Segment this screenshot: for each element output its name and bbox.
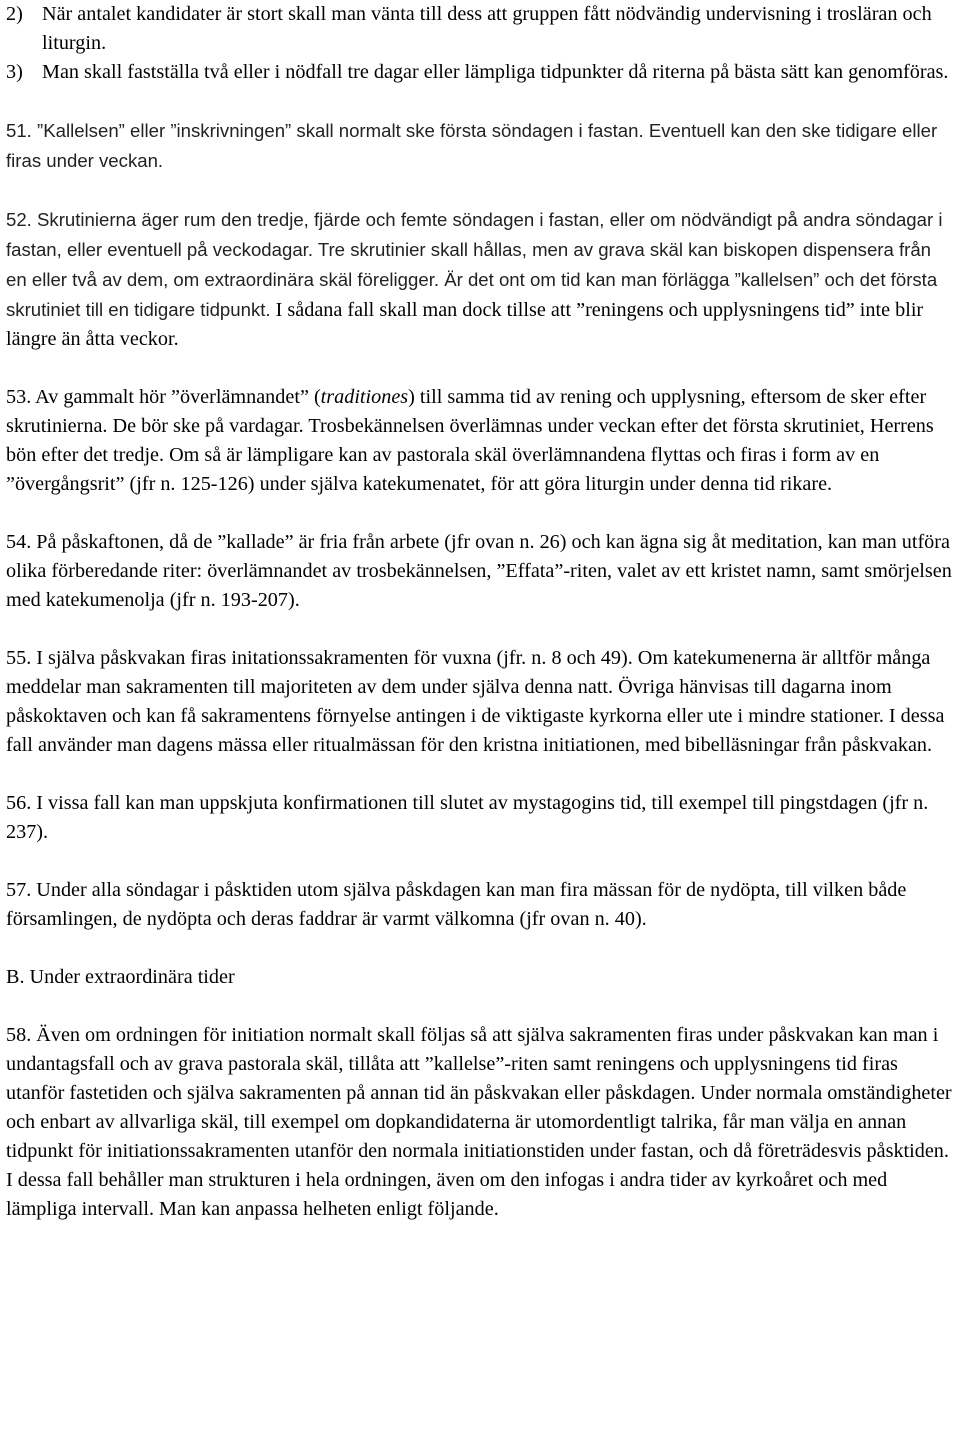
paragraph-54: 54. På påskaftonen, då de ”kallade” är fria från arbete (jfr ovan n. 26) och kan ägna sig åt meditation, kan man utföra olika förberedande riter: överlämnandet av trosbekännelsen, ”Effata”-riten, valet av ett kristet namn, samt smörjelsen med katekumenolja (jfr n. 193-207).	[6, 531, 952, 611]
paragraph-52-text-b: I sådana fall skall man dock tillse att ”reningens och upplysningens tid” inte blir längre än åtta veckor.	[6, 299, 924, 350]
paragraph-52	[6, 205, 954, 354]
list-item-number: 3)	[6, 61, 23, 83]
paragraph-53	[6, 383, 954, 499]
list-item	[6, 0, 954, 58]
paragraph-53-italic: traditiones	[320, 386, 409, 408]
paragraph-56: 56. I vissa fall kan man uppskjuta konfirmationen till slutet av mystagogins tid, till exempel till pingstdagen (jfr n. 237).	[6, 792, 929, 843]
document-page	[6, 0, 954, 1253]
numbered-list	[6, 0, 954, 87]
list-item-number: 2)	[6, 3, 23, 25]
list-item-text: Man skall fastställa två eller i nödfall tre dagar eller lämpliga tidpunkter då riterna på bästa sätt kan genomföras.	[42, 61, 949, 83]
section-heading-b: B. Under extraordinära tider	[6, 966, 235, 988]
list-item-text: När antalet kandidater är stort skall man vänta till dess att gruppen fått nödvändig undervisning i trosläran och liturgin.	[42, 3, 932, 54]
paragraph-52-text-a: 52. Skrutinierna äger rum den tredje, fjärde och femte söndagen i fastan, eller om nödvändigt på andra söndagar i fastan, eller eventuell på veckodagar. Tre skrutinier skall hållas, men av grava skäl kan biskopen dispensera från en eller två av dem, om extraordinära skäl föreligger. Är det ont om tid kan man förlägga ”kallelsen” och det första skrutiniet till en tidigare tidpunkt.	[6, 209, 943, 320]
paragraph-58: 58. Även om ordningen för initiation normalt skall följas så att själva sakramenten firas under påskvakan kan man i undantagsfall och av grava pastorala skäl, tillåta att ”kallelse”-riten samt reningens och upplysningens tid firas utanför fastetiden och själva sakramenten på annan tid än påskvakan eller påskdagen. Under normala omständigheter och enbart av allvarliga skäl, till exempel om dopkandidaterna är utomordentligt talrika, får man välja en annan tidpunkt för initiationssakramenten utanför den normala initiationstiden under fastan, och då företrädesvis påsktiden. I dessa fall behåller man strukturen i hela ordningen, även om den infogas i andra tider av kyrkoåret och med lämpliga intervall. Man kan anpassa helheten enligt följande.	[6, 1024, 952, 1220]
paragraph-53-text-a: 53. Av gammalt hör ”överlämnandet” (	[6, 386, 321, 408]
paragraph-53-text-b: ) till samma tid av rening och upplysning, eftersom de sker efter skrutinierna. De bör ske på vardagar. Trosbekännelsen överlämnas under veckan efter det första skrutiniet, Herrens bön efter det tredje. Om så är lämpligare kan av pastorala skäl överlämnandena flyttas och firas i form av en ”övergångsrit” (jfr n. 125-126) under själva katekumenatet, för att göra liturgin under denna tid rikare.	[6, 386, 934, 495]
list-item	[6, 58, 954, 87]
paragraph-57: 57. Under alla söndagar i påsktiden utom själva påskdagen kan man fira mässan för de nydöpta, till vilken både församlingen, de nydöpta och deras faddrar är varmt välkomna (jfr ovan n. 40).	[6, 879, 907, 930]
paragraph-55: 55. I själva påskvakan firas initationssakramenten för vuxna (jfr. n. 8 och 49). Om katekumenerna är alltför många meddelar man sakramenten till majoriteten av dem under själva denna natt. Övriga hänvisas till dagarna inom påskoktaven och kan få sakramentens förnyelse antingen i de viktigaste kyrkorna eller ute i mindre stationer. I dessa fall använder man dagens mässa eller ritualmässan för den kristna initiationen, med bibelläsningar från påskvakan.	[6, 647, 945, 756]
paragraph-51-text: 51. ”Kallelsen” eller ”inskrivningen” skall normalt ske första söndagen i fastan. Eventuell kan den ske tidigare eller firas under veckan.	[6, 120, 938, 171]
paragraph-51	[6, 116, 954, 176]
